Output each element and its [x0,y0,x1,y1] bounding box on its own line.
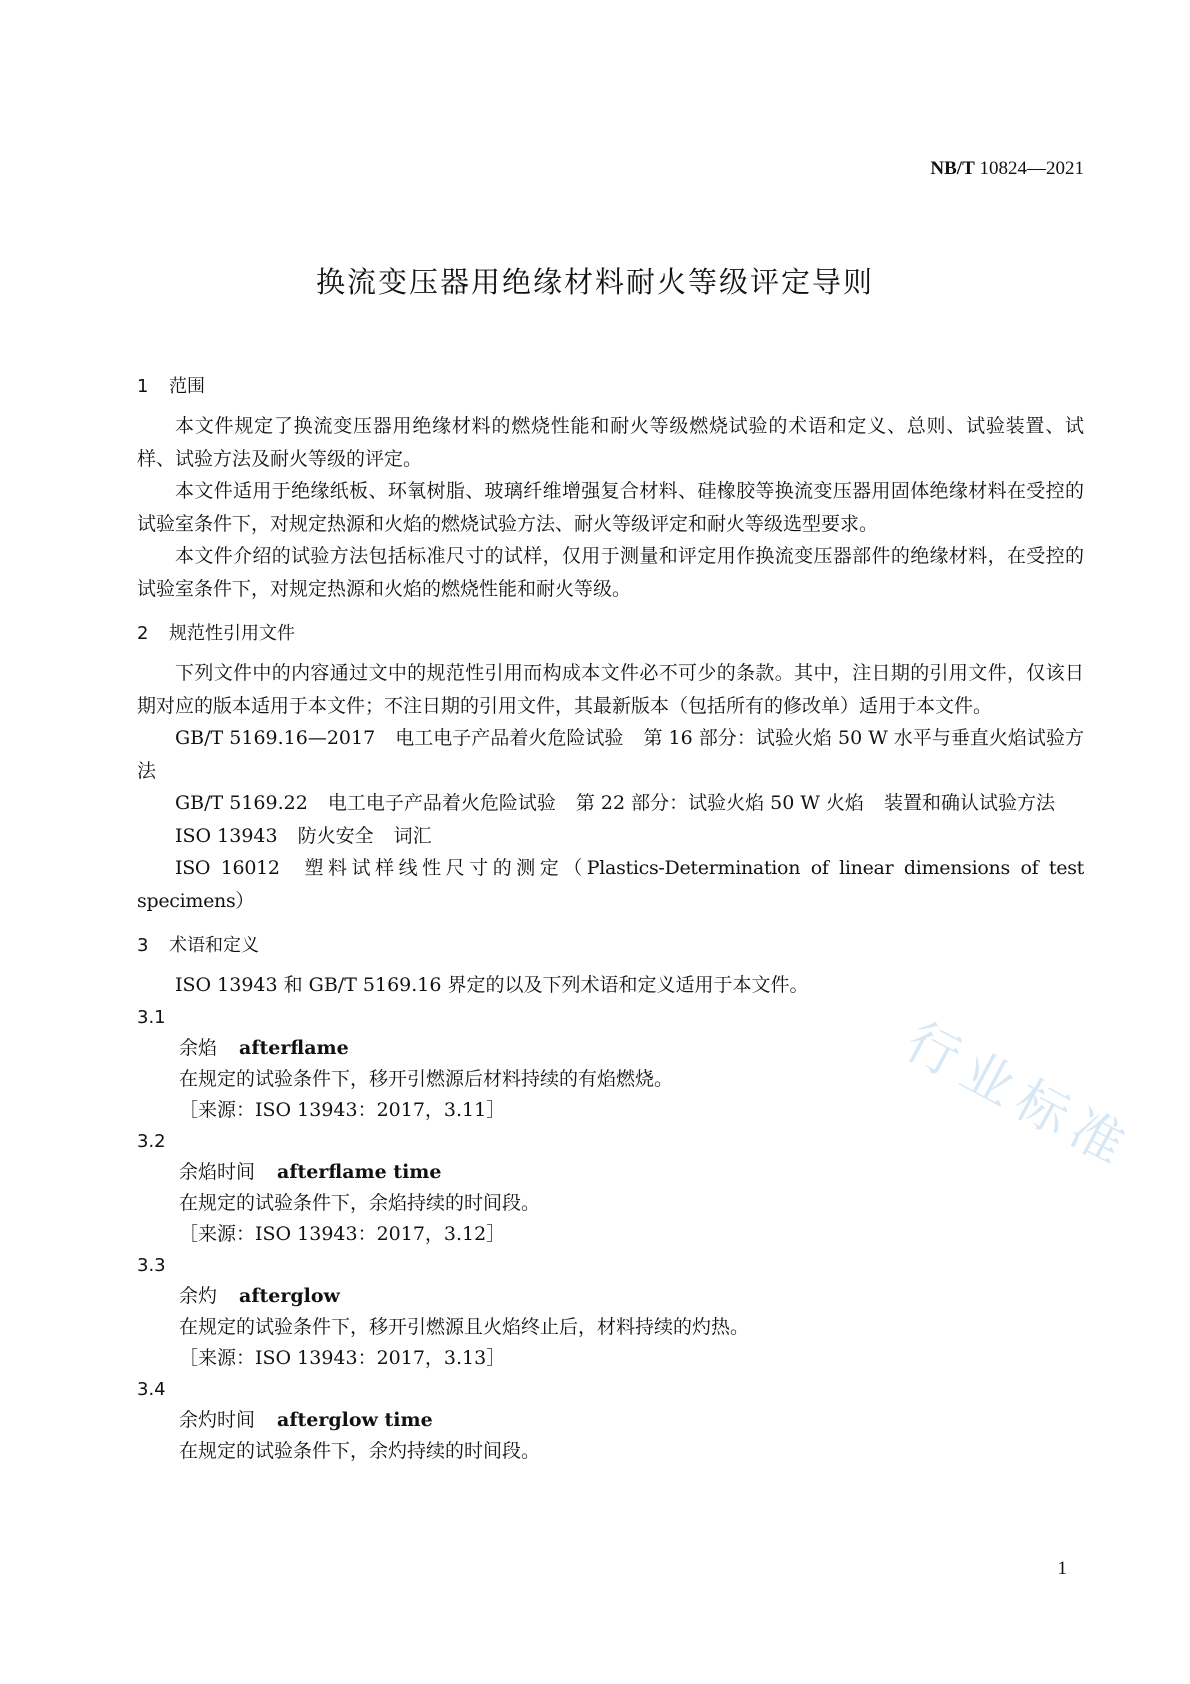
term-definition: 在规定的试验条件下，移开引燃源且火焰终止后，材料持续的灼热。 [179,1315,750,1338]
document-body [137,372,1084,1467]
paragraph: 下列文件中的内容通过文中的规范性引用而构成本文件必不可少的条款。其中，注日期的引用文件，仅该日期对应的版本适用于本文件；不注日期的引用文件，其最新版本（包括所有的修改单）适用于本文件。 [137,662,1084,717]
reference-title-part: 第 22 部分：试验火焰 50 W 火焰 [575,792,864,814]
term-name [137,1033,1084,1064]
term-name [137,1157,1084,1188]
reference-title-part: 塑料试样线性尺寸的测定（Plastics-Determination of linear dimensions of test specimens） [137,857,1084,912]
paragraph: ISO 13943 和 GB/T 5169.16 界定的以及下列术语和定义适用于本文件。 [175,974,809,996]
page-number: 1 [1057,1558,1067,1579]
term-en: afterglow time [277,1408,433,1431]
reference-entry [137,820,1084,853]
reference-title-part: 电工电子产品着火危险试验 [327,792,556,814]
standard-code: 10824—2021 [979,158,1084,179]
term-zh: 余灼时间 [179,1408,256,1431]
reference-code: ISO 16012 [175,857,280,879]
section-number: 3 [137,935,149,956]
reference-code: ISO 13943 [175,824,278,847]
reference-code: GB/T 5169.16—2017 [175,727,376,749]
reference-title-part: 词汇 [393,824,432,847]
section-title: 规范性引用文件 [169,623,295,644]
term-number: 3.4 [137,1378,166,1400]
section-heading-terms-and-definitions [137,931,1084,961]
section-title: 范围 [169,376,205,397]
term-zh: 余灼 [179,1284,218,1307]
standard-prefix: NB/T [930,158,975,179]
reference-title-part: 电工电子产品着火危险试验 [395,727,624,749]
term-name [137,1281,1084,1312]
section-number: 2 [137,623,149,644]
section-title: 术语和定义 [169,935,259,956]
reference-title-part: 防火安全 [297,824,374,847]
reference-entry [137,852,1084,917]
paragraph: 本文件介绍的试验方法包括标准尺寸的试样，仅用于测量和评定用作换流变压器部件的绝缘材料，在受控的试验室条件下，对规定热源和火焰的燃烧性能和耐火等级。 [137,545,1084,600]
standard-number [930,158,1084,180]
section-number: 1 [137,376,149,397]
reference-title-part: 第 16 部分：试验火焰 50 W 水平与垂直火焰试验方法 [137,727,1084,782]
watermark: 行业标准 [895,1011,1143,1181]
term-number: 3.2 [137,1130,166,1152]
term-definition: 在规定的试验条件下，移开引燃源后材料持续的有焰燃烧。 [179,1067,674,1090]
term-source: ［来源：ISO 13943：2017，3.13］ [179,1346,506,1369]
term-zh: 余焰 [179,1036,218,1059]
paragraph: 本文件适用于绝缘纸板、环氧树脂、玻璃纤维增强复合材料、硅橡胶等换流变压器用固体绝缘材料在受控的试验室条件下，对规定热源和火焰的燃烧试验方法、耐火等级评定和耐火等级选型要求。 [137,480,1084,535]
term-number: 3.3 [137,1254,166,1276]
reference-code: GB/T 5169.22 [175,792,308,814]
term-definition: 在规定的试验条件下，余焰持续的时间段。 [179,1191,541,1214]
reference-entry [137,722,1084,787]
term-zh: 余焰时间 [179,1160,256,1183]
term-en: afterflame [239,1036,349,1059]
reference-title-part: 装置和确认试验方法 [883,792,1055,814]
term-source: ［来源：ISO 13943：2017，3.12］ [179,1222,506,1245]
document-title: 换流变压器用绝缘材料耐火等级评定导则 [315,265,874,299]
term-name [137,1405,1084,1436]
term-definition: 在规定的试验条件下，余灼持续的时间段。 [179,1439,541,1462]
term-source: ［来源：ISO 13943：2017，3.11］ [179,1098,506,1121]
term-number: 3.1 [137,1006,166,1028]
term-en: afterglow [239,1284,340,1307]
section-heading-normative-references [137,619,1084,649]
reference-entry [137,787,1084,820]
section-heading-scope [137,372,1084,402]
paragraph: 本文件规定了换流变压器用绝缘材料的燃烧性能和耐火等级燃烧试验的术语和定义、总则、试验装置、试样、试验方法及耐火等级的评定。 [137,415,1084,470]
term-en: afterflame time [277,1160,442,1183]
